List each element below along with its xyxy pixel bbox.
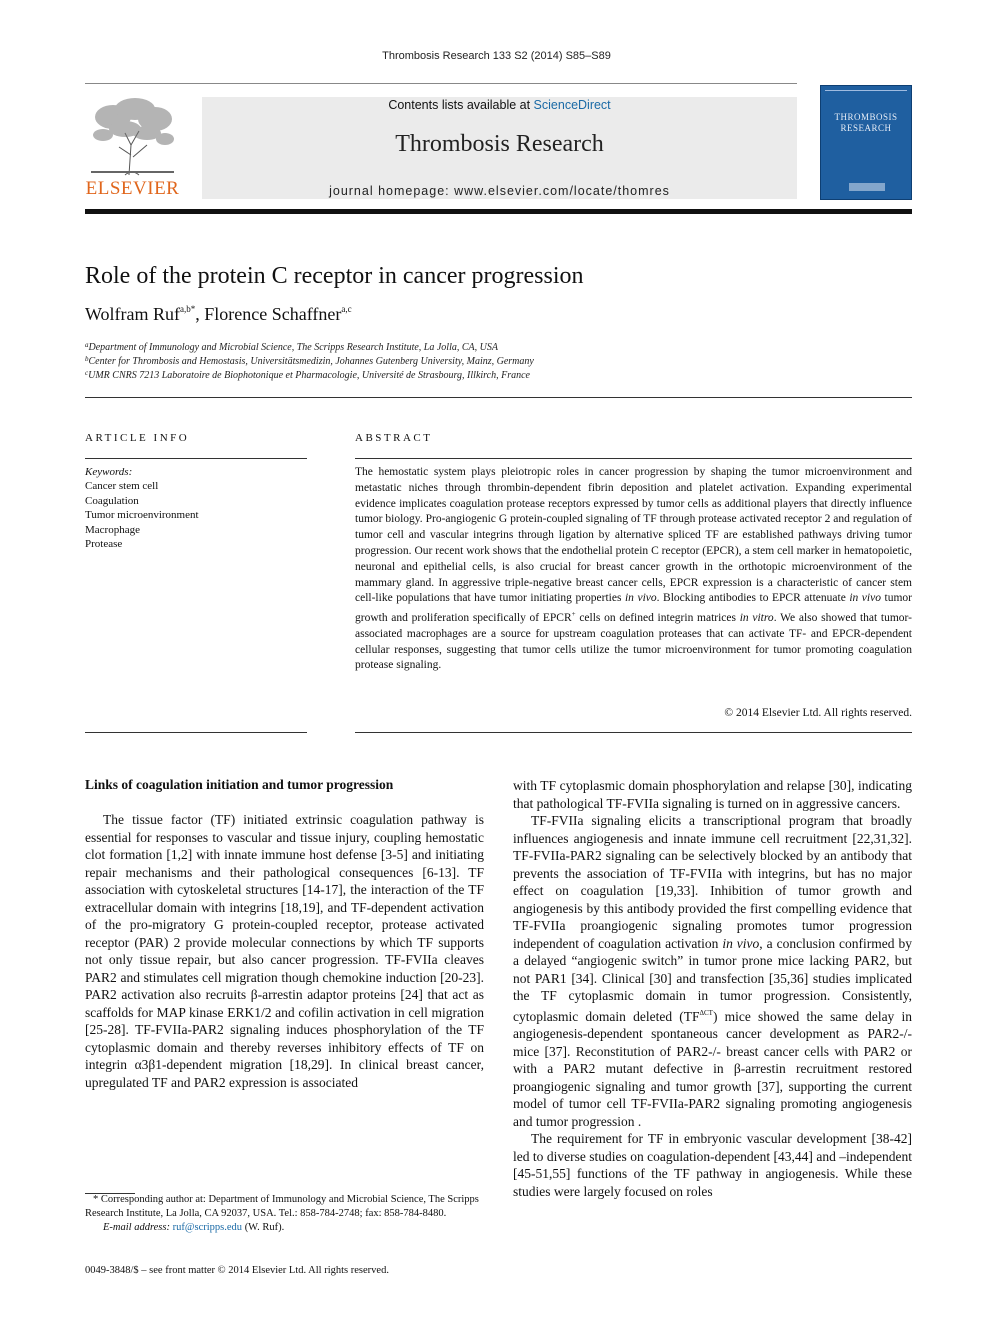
email-label: E-mail address: xyxy=(103,1222,170,1234)
journal-reference: Thrombosis Research 133 S2 (2014) S85–S89 xyxy=(382,50,611,62)
abstract-segment: The hemostatic system plays pleiotropic roles in cancer progression by shaping the tumor microenvironment and metastatic niches through thrombin-dependent fibrin deposition and platelet activation. Expanding experimental evidence implicates coagulation protease receptors expressed by tumor cells as additional players that directly influence tumor biology. Pro-angiogenic G protein-coupled signaling of TF through protease activated receptor 2 and regulation of tumor cell and vascular integrins through ligation by alternative spliced TF are established pathways driving tumor progression. Our recent work shows that the endothelial protein C receptor (EPCR), a stem cell marker in hematopoietic, neuronal and epithelial cells, is also crucial for breast cancer growth in the orthotopic microenvironment of the mammary gland. In aggressive triple-negative breast cancer cells, EPCR expression is a characteristic of cancer stem cell-like populations that have tumor initiating properties xyxy=(355,466,912,605)
footnote-text: Corresponding author at: Department of Immunology and Microbial Science, The Scripps Research Institute, La Jolla, CA 92037, USA. Tel.: 858-784-2748; fax: 858-784-8480. xyxy=(85,1194,479,1220)
body-segment: ) mice showed the same delay in angiogenesis-dependent spontaneous cancer development as PAR2-/- mice [37]. Reconstitution of PAR2-/- breast cancer cells with PAR2 or with a PAR2 mutant defective in β-arrestin recruitment restored proangiogenic signaling and tumor growth [37], supporting the current model of tumor cell TF-FVIIa-PAR2 signaling promoting angiogenesis and tumor progression . xyxy=(513,1008,912,1129)
abstract-heading: ABSTRACT xyxy=(355,432,433,444)
footnote-email-line xyxy=(85,1221,484,1235)
affiliation-sup: b xyxy=(85,355,89,363)
elsevier-logo xyxy=(85,95,180,200)
body-paragraph xyxy=(513,812,912,1130)
abstract-copyright: © 2014 Elsevier Ltd. All rights reserved. xyxy=(724,707,912,719)
journal-name: Thrombosis Research xyxy=(395,131,604,157)
corresponding-author-footnote xyxy=(85,1193,484,1236)
article-info-bottom-rule xyxy=(85,732,307,733)
affiliation-c xyxy=(85,369,530,381)
keywords-label: Keywords: xyxy=(85,466,133,478)
keyword[interactable]: Tumor microenvironment xyxy=(85,509,199,522)
article-info-rule xyxy=(85,458,307,459)
body-paragraph: The requirement for TF in embryonic vascular development [38-42] led to diverse studies on coagulation-dependent [43,44] and –independent [45-51,55] functions of the TF pathway in angiogenesis. While these studies were largely focused on roles xyxy=(513,1131,912,1199)
article-title: Role of the protein C receptor in cancer progression xyxy=(85,263,584,289)
abstract-italic: in vivo xyxy=(849,592,881,605)
elsevier-wordmark: ELSEVIER xyxy=(85,178,180,199)
affiliation-text: Center for Thrombosis and Hemostasis, Universitätsmedizin, Johannes Gutenberg University, Mainz, Germany xyxy=(88,356,534,367)
author-affil-sup: a,c xyxy=(341,304,352,314)
abstract-segment: . Blocking antibodies to EPCR attenuate xyxy=(656,592,850,605)
abstract-italic: in vivo xyxy=(624,592,657,605)
body-segment: , a conclusion confirmed by a delayed “angiogenic switch” in tumor prone mice lacking PAR2, but not PAR1 [34]. Clinical [30] and transfection [35,36] studies implicated the TF cytoplasmic domain in tumor progression. Consistently, cytoplasmic domain deleted (TF xyxy=(513,935,912,1024)
body-paragraph: The tissue factor (TF) initiated extrinsic coagulation pathway is essential for responses to vascular and tissue injury, coupling hemostatic clot formation [1,2] with innate immune host defense [3-5] and initiating repair mechanisms and their pathological consequences [6-13]. TF association with cytoskeletal structures [14-17], the interaction of the TF extracellular domain with integrins [18,19], and TF-dependent activation of the pro-migratory G protein-coupled receptor, protease activated receptor (PAR) 2 provide molecular connections by which TF supports not only tissue repair, but also cancer progression. TF-FVIIa cleaves PAR2 and stimulates cell migration though chemokine induction [20-23]. PAR2 activation also recruits β-arrestin adaptor proteins [24] that act as scaffolds for MAP kinase ERK1/2 and cofilin activation in cell migration [25-28]. TF-FVIIa-PAR2 signaling induces phosphorylation of the TF cytoplasmic domain and thereby reverses inhibitory effects of TF on integrin α3β1-dependent migration [18,29]. In clinical breast cancer, upregulated TF and PAR2 expression is associated xyxy=(85,812,484,1090)
journal-cover-image xyxy=(820,85,912,200)
body-column-left xyxy=(85,811,484,1091)
cover-title-line1: THROMBOSIS xyxy=(834,112,898,122)
affiliation-b xyxy=(85,355,534,367)
body-paragraph: with TF cytoplasmic domain phosphorylation and relapse [30], indicating that pathological TF-FVIIa signaling is turned on in aggressive cancers. xyxy=(513,778,912,811)
abstract-text xyxy=(355,465,912,674)
keyword[interactable]: Protease xyxy=(85,538,123,551)
journal-homepage[interactable]: journal homepage: www.elsevier.com/locate/thomres xyxy=(329,184,670,198)
author-name[interactable]: Wolfram Ruf xyxy=(85,304,181,324)
email-suffix: (W. Ruf). xyxy=(242,1222,285,1234)
issn-line: 0049-3848/$ – see front matter © 2014 Elsevier Ltd. All rights reserved. xyxy=(85,1265,389,1276)
affiliation-a xyxy=(85,341,498,353)
header-rule xyxy=(85,83,797,84)
abstract-segment: . We also showed that tumor-associated macrophages are a source for upstream coagulation proteases that can activate TF- and EPCR-dependent cellular responses, suggesting that tumor cells utilize the tumor microenvironment for tumor promoting coagulation protease signaling. xyxy=(355,612,912,672)
header-thick-rule xyxy=(85,209,912,214)
contents-prefix: Contents lists available at xyxy=(388,98,534,112)
keyword[interactable]: Cancer stem cell xyxy=(85,480,159,493)
cover-top-line xyxy=(825,90,907,94)
affiliation-text: UMR CNRS 7213 Laboratoire de Biophotonique et Pharmacologie, Université de Strasbourg, Illkirch, France xyxy=(88,370,530,381)
keyword[interactable]: Macrophage xyxy=(85,523,140,536)
affiliation-sup: c xyxy=(85,369,89,377)
footnote-star: * xyxy=(93,1194,99,1205)
body-sup: ΔCT xyxy=(699,1008,713,1017)
cover-title xyxy=(821,112,911,134)
title-block-rule xyxy=(85,397,912,398)
author-name[interactable]: , Florence Schaffner xyxy=(195,304,342,324)
article-info-heading: ARTICLE INFO xyxy=(85,432,190,444)
abstract-segment: cells on defined integrin matrices xyxy=(575,612,740,624)
section-title: Links of coagulation initiation and tumor progression xyxy=(85,777,394,792)
author-list xyxy=(85,304,352,325)
abstract-bottom-rule xyxy=(355,732,912,733)
abstract-segment: tumor growth and proliferation specifically of EPCR xyxy=(355,592,912,624)
abstract-rule xyxy=(355,458,912,459)
footnote-line xyxy=(85,1193,484,1221)
keyword[interactable]: Coagulation xyxy=(85,494,139,507)
affiliation-sup: a xyxy=(85,341,89,349)
keywords-block xyxy=(85,465,307,551)
body-italic: in vivo xyxy=(722,935,760,951)
author-affil-sup: a,b* xyxy=(180,304,196,314)
cover-logo-mark xyxy=(849,183,885,191)
cover-title-line2: RESEARCH xyxy=(840,123,892,133)
elsevier-tree-icon xyxy=(85,95,180,177)
body-segment: TF-FVIIa signaling elicits a transcriptional program that broadly influences angiogenesis and innate immune cell recruitment [22,31,32]. TF-FVIIa-PAR2 signaling can be selectively blocked by an antibody that prevents the association of TF-FVIIa with integrins, but has no major effect on coagulation [19,33]. Inhibition of tumor growth and angiogenesis by this antibody provided the first compelling evidence that TF-FVIIa proangiogenic signaling promotes tumor progression independent of coagulation activation xyxy=(513,813,912,951)
abstract-italic: in vitro xyxy=(739,612,774,624)
body-column-right xyxy=(513,777,912,1200)
email-link[interactable]: ruf@scripps.edu xyxy=(172,1222,243,1234)
abstract-sup: + xyxy=(571,610,576,619)
sciencedirect-link[interactable]: ScienceDirect xyxy=(533,98,611,112)
contents-line xyxy=(202,98,797,112)
affiliation-text: Department of Immunology and Microbial Science, The Scripps Research Institute, La Jolla, CA, USA xyxy=(88,342,498,353)
